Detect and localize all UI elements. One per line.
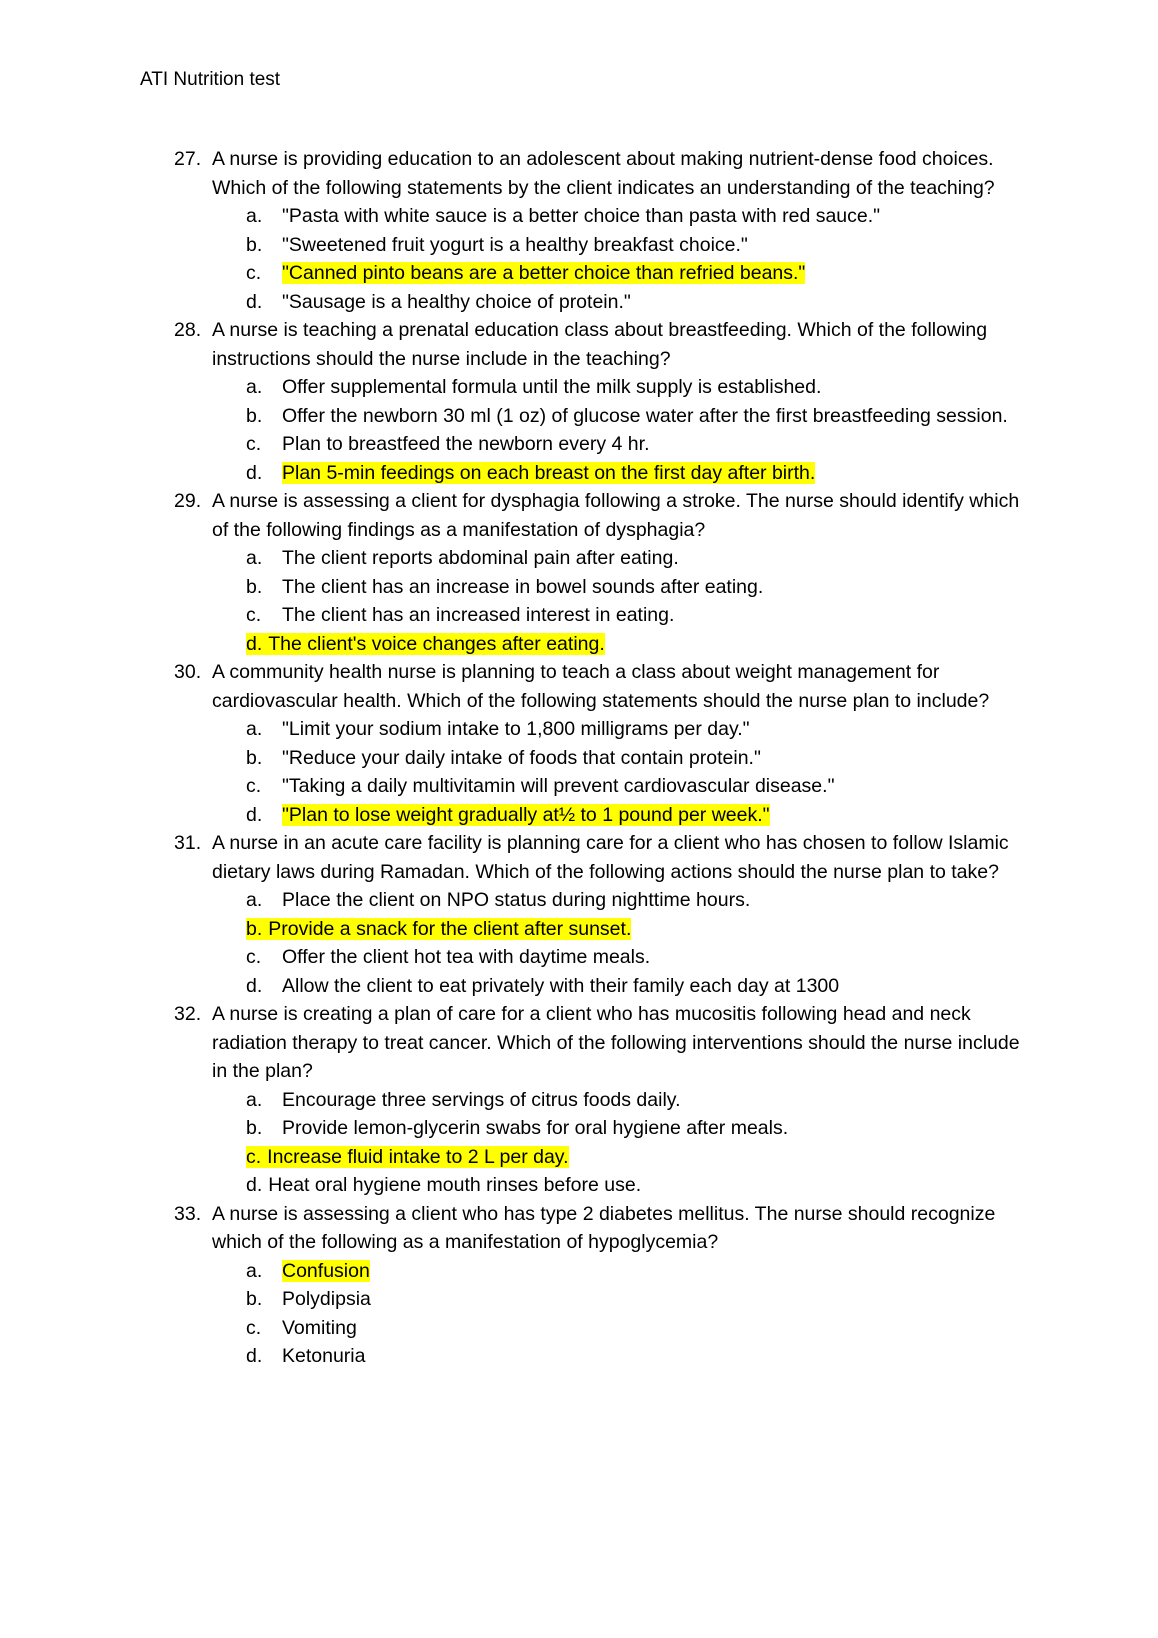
question-27 xyxy=(174,145,1034,316)
question-stem: A nurse is assessing a client who has type 2 diabetes mellitus. The nurse should recognize which of the following as a manifestation of hypoglycemia? xyxy=(212,1202,996,1253)
question-stem: A nurse is providing education to an adolescent about making nutrient-dense food choices. Which of the following statements by the client indicates an understanding of the teaching? xyxy=(212,148,995,199)
page-title: ATI Nutrition test xyxy=(140,69,281,90)
option-text: Offer supplemental formula until the milk supply is established. xyxy=(282,376,822,398)
question-29 xyxy=(174,487,1034,658)
option-d xyxy=(212,801,1034,830)
option-letter: d. xyxy=(246,461,263,484)
option-letter: b. xyxy=(246,404,263,427)
option-letter: c. xyxy=(246,775,262,797)
option-list xyxy=(212,202,1034,316)
option-c xyxy=(212,772,1034,801)
option-text: The client reports abdominal pain after eating. xyxy=(282,547,679,569)
question-stem: A nurse is creating a plan of care for a client who has mucositis following head and neck radiation therapy to treat cancer. Which of the following interventions should the nurse include in the plan? xyxy=(212,1003,1020,1082)
option-letter: c. xyxy=(246,433,262,455)
question-number: 28. xyxy=(174,319,202,341)
question-33 xyxy=(174,1200,1034,1371)
option-text: Encourage three servings of citrus foods daily. xyxy=(282,1088,681,1111)
option-letter: d. xyxy=(246,290,263,313)
option-b xyxy=(212,231,1034,260)
option-text-highlighted: "Plan to lose weight gradually at½ to 1 pound per week." xyxy=(282,803,770,826)
option-b xyxy=(212,744,1034,773)
option-d xyxy=(212,1171,1034,1200)
option-text-highlighted: Plan 5-min feedings on each breast on the first day after birth. xyxy=(282,461,816,484)
option-letter: b. xyxy=(246,233,263,256)
option-letter: c. xyxy=(246,946,262,968)
option-a xyxy=(212,373,1034,402)
question-32 xyxy=(174,1000,1034,1200)
option-c xyxy=(212,1143,1034,1172)
option-d xyxy=(212,288,1034,317)
option-d xyxy=(212,972,1034,1001)
option-text: "Pasta with white sauce is a better choice than pasta with red sauce." xyxy=(282,205,881,227)
option-c xyxy=(212,601,1034,630)
question-28 xyxy=(174,316,1034,487)
option-letter: d. xyxy=(246,974,263,997)
question-number: 27. xyxy=(174,148,202,170)
option-list xyxy=(212,373,1034,487)
option-text: The client has an increased interest in eating. xyxy=(282,604,675,626)
option-a xyxy=(212,1086,1034,1115)
option-letter: b. xyxy=(246,917,263,940)
option-c xyxy=(212,430,1034,459)
option-letter: a. xyxy=(246,376,263,398)
option-text: Place the client on NPO status during nighttime hours. xyxy=(282,889,751,911)
question-31 xyxy=(174,829,1034,1000)
option-list xyxy=(212,886,1034,1000)
option-text: "Taking a daily multivitamin will prevent cardiovascular disease." xyxy=(282,775,835,797)
option-letter: d. xyxy=(246,1174,263,1196)
option-list xyxy=(212,1257,1034,1371)
option-text-highlighted: Confusion xyxy=(282,1259,370,1282)
option-letter: c. xyxy=(246,1145,262,1168)
option-text: Provide lemon-glycerin swabs for oral hygiene after meals. xyxy=(282,1117,789,1139)
option-letter: d. xyxy=(246,1345,263,1367)
option-text-highlighted: The client's voice changes after eating. xyxy=(268,632,605,655)
question-stem: A community health nurse is planning to teach a class about weight management for cardiovascular health. Which of the following statements should the nurse plan to include? xyxy=(212,661,990,712)
option-a xyxy=(212,886,1034,915)
option-text: Offer the client hot tea with daytime meals. xyxy=(282,946,651,968)
option-letter: a. xyxy=(246,718,263,740)
option-a xyxy=(212,202,1034,231)
option-c xyxy=(212,259,1034,288)
option-b xyxy=(212,1114,1034,1143)
question-list xyxy=(174,145,1034,1371)
question-number: 29. xyxy=(174,490,202,512)
option-text: The client has an increase in bowel sounds after eating. xyxy=(282,575,764,598)
option-d xyxy=(212,630,1034,659)
option-text: Ketonuria xyxy=(282,1345,366,1367)
option-b xyxy=(212,915,1034,944)
question-stem: A nurse is teaching a prenatal education class about breastfeeding. Which of the following instructions should the nurse include in the teaching? xyxy=(212,319,988,370)
option-list xyxy=(212,1086,1034,1200)
question-number: 30. xyxy=(174,661,202,683)
option-text: Plan to breastfeed the newborn every 4 hr. xyxy=(282,433,650,455)
option-text: "Sweetened fruit yogurt is a healthy breakfast choice." xyxy=(282,233,748,256)
option-letter: b. xyxy=(246,1288,263,1310)
option-text: "Reduce your daily intake of foods that contain protein." xyxy=(282,746,761,769)
option-letter: d. xyxy=(246,632,263,655)
option-c xyxy=(212,943,1034,972)
option-letter: c. xyxy=(246,604,262,626)
option-a xyxy=(212,544,1034,573)
option-letter: a. xyxy=(246,889,263,911)
option-b xyxy=(212,1285,1034,1314)
option-text-highlighted: Provide a snack for the client after sunset. xyxy=(268,917,632,940)
option-b xyxy=(212,573,1034,602)
option-letter: a. xyxy=(246,1088,263,1111)
option-d xyxy=(212,459,1034,488)
option-text: Vomiting xyxy=(282,1316,357,1339)
option-a xyxy=(212,1257,1034,1286)
option-text-highlighted: "Canned pinto beans are a better choice than refried beans." xyxy=(282,262,806,284)
option-letter: c. xyxy=(246,1316,262,1339)
question-number: 32. xyxy=(174,1003,202,1025)
option-letter: a. xyxy=(246,1259,263,1282)
option-letter: d. xyxy=(246,803,263,826)
option-list xyxy=(212,544,1034,658)
option-text-highlighted: Increase fluid intake to 2 L per day. xyxy=(267,1145,569,1168)
question-stem: A nurse in an acute care facility is planning care for a client who has chosen to follow Islamic dietary laws during Ramadan. Which of the following actions should the nurse plan to take? xyxy=(212,832,1009,883)
option-b xyxy=(212,402,1034,431)
option-text: Allow the client to eat privately with their family each day at 1300 xyxy=(282,974,840,997)
option-text: Polydipsia xyxy=(282,1288,371,1310)
question-stem: A nurse is assessing a client for dysphagia following a stroke. The nurse should identify which of the following findings as a manifestation of dysphagia? xyxy=(212,490,1020,541)
option-c xyxy=(212,1314,1034,1343)
option-text: "Sausage is a healthy choice of protein." xyxy=(282,290,631,313)
option-letter: b. xyxy=(246,746,263,769)
option-text: Offer the newborn 30 ml (1 oz) of glucose water after the first breastfeeding session. xyxy=(282,404,1008,427)
question-number: 33. xyxy=(174,1202,202,1225)
option-a xyxy=(212,715,1034,744)
option-letter: b. xyxy=(246,575,263,598)
question-number: 31. xyxy=(174,832,202,854)
option-list xyxy=(212,715,1034,829)
option-letter: b. xyxy=(246,1117,263,1139)
option-text: "Limit your sodium intake to 1,800 milligrams per day." xyxy=(282,718,750,740)
question-30 xyxy=(174,658,1034,829)
option-d xyxy=(212,1342,1034,1371)
option-letter: a. xyxy=(246,547,263,569)
option-text: Heat oral hygiene mouth rinses before use. xyxy=(268,1174,642,1196)
option-letter: c. xyxy=(246,262,262,284)
option-letter: a. xyxy=(246,205,263,227)
